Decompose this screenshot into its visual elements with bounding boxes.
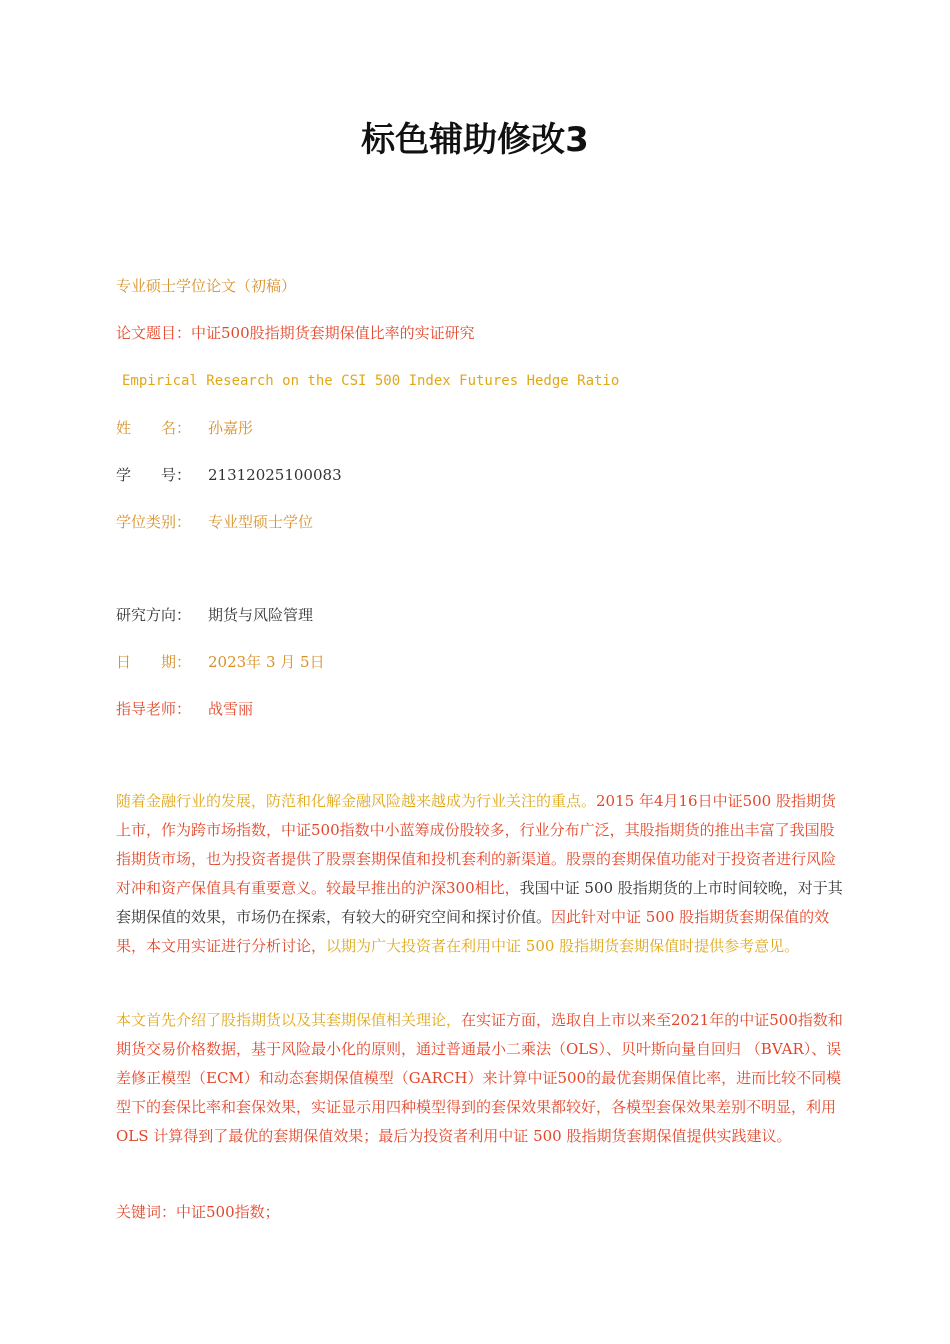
advisor-row	[116, 699, 253, 719]
abstract-paragraph-1	[116, 787, 846, 961]
thesis-title-row	[116, 323, 475, 343]
abstract-p1-segment-a: 随着金融行业的发展，防范和化解金融风险越来越成为行业关注的重点。	[116, 792, 597, 810]
keywords-text: 关键词：中证500指数；	[116, 1203, 280, 1221]
name-row	[116, 418, 253, 438]
abstract-p1-segment-b: 2015 年4月16日中证500 股指期货上市，作为跨市场指数，中证500指数中小蓝筹成份股较多，行业分布广泛，其股指期货的推出丰富了我国股指期货市场，也为投资者提供了股票套期保值和投机套利的新渠道。股票的套期保值功能对于投资者进行风险对冲和资产保值具有重要意义。较最早推出的沪深300相比，	[116, 792, 837, 897]
abstract-p1-segment-d: 因此针对中证 500 股指期货套期保值的效果，本文用实证进行分析讨论，	[116, 908, 830, 955]
student-id-label: 学 号：	[116, 466, 192, 484]
name-value: 孙嘉彤	[208, 419, 254, 437]
degree-category-row	[116, 512, 313, 532]
abstract-p1-segment-c: 我国中证 500 股指期货的上市时间较晚，对于其套期保值的效果，市场仍在探索，有较大的研究空间和探讨价值。	[116, 879, 843, 926]
research-direction-value: 期货与风险管理	[208, 606, 314, 624]
degree-type-text: 专业硕士学位论文（初稿）	[116, 277, 297, 295]
keywords	[116, 1202, 280, 1222]
abstract-p2-segment-b: 在实证方面，选取自上市以来至2021年的中证500指数和期货交易价格数据，基于风险最小化的原则，通过普通最小二乘法（OLS）、贝叶斯向量自回归 （BVAR）、误差修正模型（ECM）和动态套期保值模型（GARCH）来计算中证500的最优套期保值比率，进而比较不同模型下的套保比率和套保效果，实证显示用四种模型得到的套保效果都较好，各模型套保效果差别不明显，利用 OLS 计算得到了最优的套期保值效果；最后为投资者利用中证 500 股指期货套期保值提供实践建议。	[116, 1011, 843, 1145]
english-title	[122, 371, 619, 391]
advisor-label: 指导老师：	[116, 700, 192, 718]
abstract-p2-segment-a: 本文首先介绍了股指期货以及其套期保值相关理论，	[116, 1011, 462, 1029]
page-title: 标色辅助修改3	[361, 120, 589, 160]
student-id-value: 21312025100083	[208, 466, 342, 484]
name-label: 姓 名：	[116, 419, 192, 437]
date-label: 日 期：	[116, 653, 192, 671]
date-row	[116, 652, 325, 672]
student-id-row	[116, 465, 342, 485]
degree-type	[116, 276, 296, 296]
degree-category-value: 专业型硕士学位	[208, 513, 314, 531]
date-value: 2023年 3 月 5日	[208, 653, 325, 671]
advisor-value: 战雪丽	[208, 700, 254, 718]
research-direction-row	[116, 605, 313, 625]
thesis-title-label: 论文题目：	[116, 324, 192, 342]
abstract-paragraph-2	[116, 1006, 846, 1151]
english-title-text: Empirical Research on the CSI 500 Index Futures Hedge Ratio	[122, 373, 620, 389]
abstract-p1-segment-e: 以期为广大投资者在利用中证 500 股指期货套期保值时提供参考意见。	[326, 937, 800, 955]
thesis-title-value: 中证500股指期货套期保值比率的实证研究	[191, 324, 475, 342]
research-direction-label: 研究方向：	[116, 606, 192, 624]
degree-category-label: 学位类别：	[116, 513, 192, 531]
